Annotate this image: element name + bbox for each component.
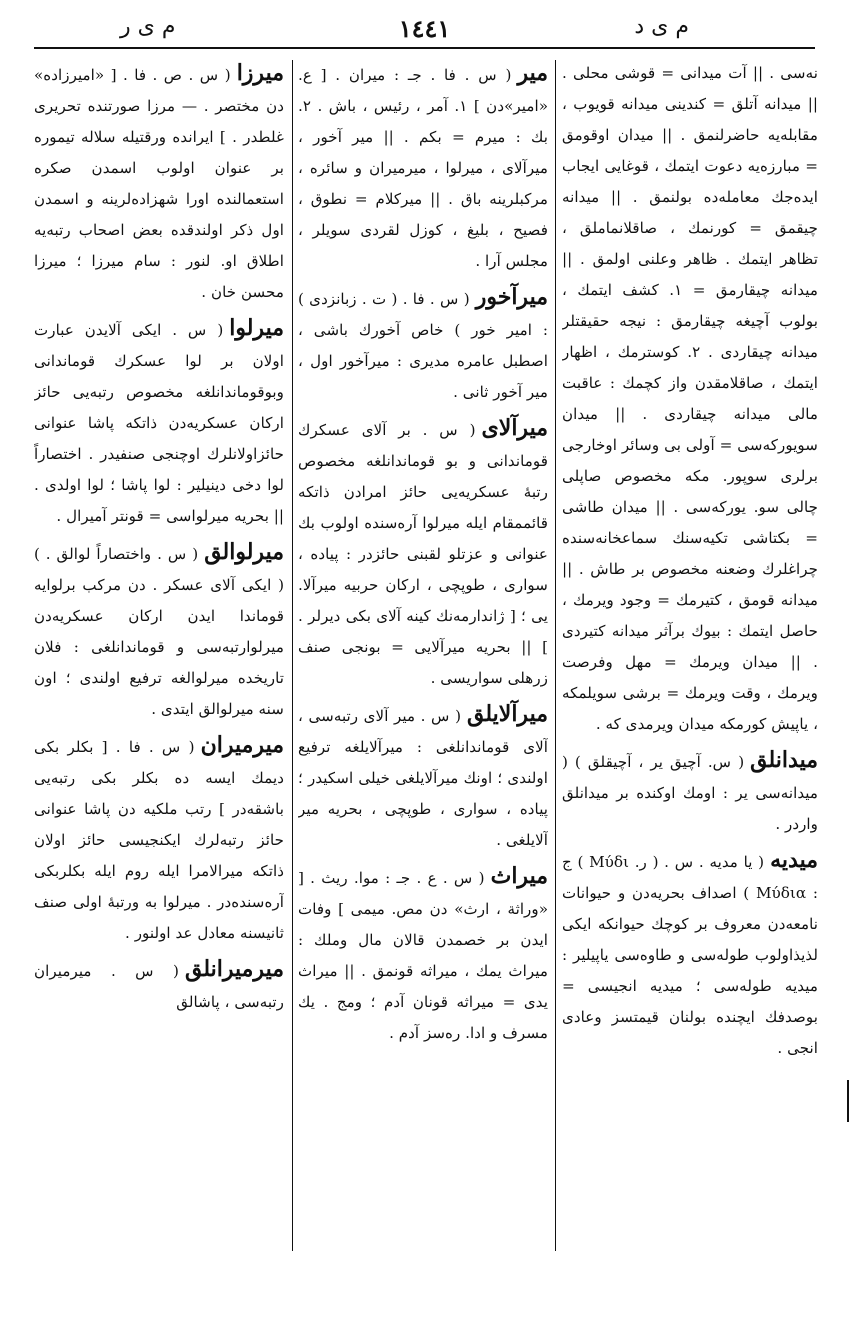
entry-grammar: ( س . فا . [ بکلر بکی دیمك ایسه ده بکلر بکی [34, 738, 284, 787]
entry-definition: و بو قوماندانلغه مخصوص رتبه‌ٔ عسکریه‌یی حائز امرادن ذاتکه قائممقام ایله میرلوا آره‌سنده اولوب بك عنوانی و عزتلو لقبنی حائزدر : پیاده ، سواری ، طوپچی ، ارکان حربیه میرآلا. یی ؛ [ ژاندارمه‌نك کینه آلای بکی دیرلر . ] || بحریه میرآلایی = بونجی صنف زرهلی سواریسی . [298, 452, 548, 687]
dictionary-entry [298, 58, 548, 277]
dictionary-entry [562, 845, 818, 1064]
entry-grammar: ( س . میرمیران رتبه‌سی ، پاشالق [34, 962, 284, 1011]
entry-definition: قوماندانلغی : میرآلایلغه ترفیع اولندی ؛ اونك میرآلایلغی خیلی اسکیدر ؛ پیاده ، سواری ، طوپچی ، بحریه میر آلایلغی . [298, 738, 548, 849]
entry-headword: میرمیرانلق [185, 956, 284, 982]
entry-grammar: ( س . واختصاراً لوالق . ) ( ایکی آلای عسکر . [34, 545, 284, 594]
dictionary-entry [298, 861, 548, 1049]
entry-grammar: ( س . فا . ( ت . زبانزدی ) : امیر خور ) خاص [298, 290, 548, 339]
column-middle [298, 58, 548, 1243]
entry-definition: قوماندانی وبوقوماندانلغه مخصوص رتبه‌یی حائز ارکان عسکریه‌دن ذاتکه پاشا عنوانی حائزاولانلرك اوچنجی صنفیدر . اختصاراً لوا دخی دینیلیر : لوا پاشا ؛ لوا اولدی . || بحریه میرلواسی = قونتر آمیرال . [34, 352, 284, 525]
entry-grammar: ( س. آچیق یر ، آچیقلق ) ( میدانه‌سی یر : اومك [562, 753, 818, 802]
dictionary-entry [34, 954, 284, 1018]
entry-definition: اوکنده بر میدانلق واردر . [562, 784, 818, 833]
entry-headword: میر [517, 60, 548, 86]
entry-headword: میرلوالق [204, 539, 284, 565]
entry-headword: میراث [490, 863, 548, 889]
dictionary-entry [34, 537, 284, 725]
entry-definition: رتبه‌یی باشقه‌در ] رتب ملکیه‌ دن پاشا عنوانی حائز رتبه‌لرك ایکنجیسی حائز اولان ذاتکه میرالامرا ایله روم ایله بکلربکی آره‌سنده‌در . میرلوا به ورتبه‌ٔ اولی صنف ثانیسنه معادل عد اولنور . [34, 769, 284, 942]
entry-headword: میدانلق [750, 747, 818, 773]
entry-headword: میرلوا [229, 315, 284, 341]
dictionary-entry [562, 58, 818, 740]
entry-definition: دن مص. میمی ] وفات ایدن بر خصمدن قالان مال وملك : میراث یمك ، میراثه قونمق . || میراث یدی = میراثه قونان آدم ؛ ومج . یك مسرف و ادا. ره‌سز آدم . [298, 900, 548, 1042]
entry-headword: میدیه [770, 847, 818, 873]
running-head-left: م ی ر [120, 14, 176, 39]
dictionary-entry [34, 313, 284, 532]
entry-definition: بحریه‌دن و حیوانات نامعه‌دن معروف بر کوچك حیوانکه ایکی لذیذاولوب طوله‌سی و طاوه‌سی یاپیلیر : میدیه طوله‌سی ؛ میدیه انجیسی = بوصدفك ایچنده بولنان قیمتسز وعادی انجی . [562, 884, 818, 1057]
dictionary-entry [34, 58, 284, 308]
entry-headword: میرآلای [481, 415, 548, 441]
column-right [562, 58, 818, 1243]
entry-headword: میرمیران [200, 732, 284, 758]
dictionary-entry [298, 282, 548, 408]
entry-grammar: ( س . میر آلای رتبه‌سی ، آلای [298, 707, 548, 756]
entry-grammar: ( س . ص . فا . [ «امیرزاده» دن مختصر . — مرزا [34, 66, 284, 115]
header-rule [34, 47, 815, 49]
entry-headword: میرزا [236, 60, 284, 86]
dictionary-entry [562, 745, 818, 840]
column-divider-right [555, 60, 556, 1251]
dictionary-entry [34, 730, 284, 949]
entry-definition: نه‌سی . || آت میدانی = قوشی محلی . || میدانه آتلق = کندینی میدانه قویوب ، مقابله‌یه حاضرلنمق . || میدان اوقومق = مبارزه‌یه دعوت ایتمك ، قوغایی ایجاب ایده‌جك معامله‌ده بولنمق . || میدانه چیقمق = کورنمك ، صاقلانماملق ، تظاهر ایتمك . ظاهر وعلنی اولمق . || میدانه چیقارمق = ١. کشف ایتمك ، بولوب آچیغه چیقارمق : نیجه حقیقتلر میدانه چیقاردی . ٢. کوسترمك ، اظهار ایتمك ، صاقلامقدن واز کچمك : عاقبت مالی میدانه چیقاردی . || میدان سویورکه‌سی = آولی بی وسائر اوخارجی برلری سوپور. مکه مخصوص صاپلی چالی سو. یورکه‌سی . || میدان طاشی = بکتاشی تکیه‌سنك سماعخانه‌سنده چراغلرك وضعنه مخصوص بر طاش . || میدانه قومق ، کتیرمك = وجود ویرمك ، حاصل ایتمك : بیوك برآثر میدانه کتیردی . || میدان ویرمك = مهل وفرصت ویرمك ، وقت ویرمك = برشی سویلمکه ، یاپیش کورمکه میدان ویرمدی که . [562, 64, 818, 733]
entry-grammar: ( س . ع . جـ : موا. ریث . [ «وراثة ، ارث» [298, 869, 548, 918]
entry-grammar: ( س . فا . جـ : میران . [ ع. «امیر»دن ] ١. آمر ، رئیس ، [298, 66, 548, 115]
entry-definition: دن مرکب برلوایه قوماندا ایدن ارکان عسکریه‌دن میرلوارتبه‌سی و قوماندانلغی : فلان تاریخده میرلوالغه ترفیع اولندی ؛ اون سنه میرلوالق ایتدی . [34, 576, 284, 718]
entry-definition: صورتنده تحریری غلطدر . ] ایرانده ورقتیله سلاله تیموره بر عنوان اولوب اسمدن صکره استعمالنده اورا شهزاده‌لرینه و اسمدن اول ذکر اولندقده بعض اصحاب رتبه‌یه اطلاق او. لنور : سام میرزا ؛ میرزا محسن خان . [34, 97, 284, 301]
column-divider-left [292, 60, 293, 1251]
entry-headword: میرآلایلق [467, 701, 548, 727]
running-head-right: م ی د [634, 14, 689, 39]
entry-definition: آخورك باشی ، اصطبل عامره مدیری : میرآخور اول ، میر آخور ثانی . [298, 321, 548, 401]
entry-definition: باش . ٢. بك : میرم = بکم . || میر آخور ، میرآلای ، میرلوا ، میرمیران و سائره ، مرکبلرینه باق . || میرکلام = نطوق ، فصیح ، بلیغ ، کوزل لقردی سویلر ، مجلس آرا . [298, 97, 548, 270]
dictionary-entry [298, 699, 548, 856]
entry-grammar: ( س . ایکی آلایدن عبارت اولان بر لوا عسکرك [34, 321, 284, 370]
page-number: ١٤٤١ [398, 14, 451, 43]
column-left [34, 58, 284, 1243]
entry-grammar: ( یا مدیه . س . ( ر. Μύδι ) ج : Μύδια ) اصداف [562, 853, 818, 902]
page-header [30, 10, 819, 44]
dictionary-entry [298, 413, 548, 694]
entry-headword: میرآخور [475, 284, 548, 310]
entry-grammar: ( س . بر آلای عسکرك قوماندانی [298, 421, 548, 470]
